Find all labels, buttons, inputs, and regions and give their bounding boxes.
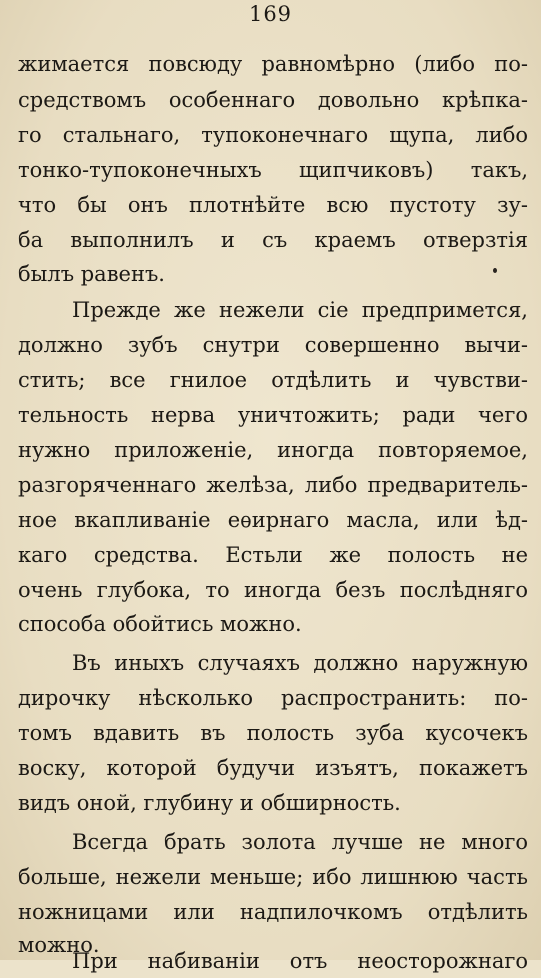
text-line: что бы онъ плотнѣйте всю пустоту зу-: [18, 193, 528, 217]
text-line: томъ вдавить въ полость зуба кусочекъ: [18, 721, 528, 745]
text-line: воску, которой будучи изъятъ, покажетъ: [18, 756, 528, 780]
text-line: Въ иныхъ случаяхъ должно наружную: [72, 651, 528, 675]
text-line: разгоряченнаго желѣза, либо предваритель-: [18, 473, 528, 497]
text-line: стить; все гнилое отдѣлить и чувстви-: [18, 368, 528, 392]
text-line: тельность нерва уничтожить; ради чего: [18, 403, 528, 427]
text-line: больше, нежели меньше; ибо лишнюю часть: [18, 865, 528, 889]
text-line: дирочку нѣсколько распространить: по-: [18, 686, 528, 710]
text-line: нужно приложеніе, иногда повторяемое,: [18, 438, 528, 462]
text-line: ное вкапливаніе еѳирнаго масла, или ѣд-: [18, 508, 528, 532]
text-line: можно.: [18, 933, 100, 957]
text-line: Прежде же нежели сіе предпримется,: [72, 298, 528, 322]
text-line: должно зубъ снутри совершенно вычи-: [18, 333, 528, 357]
text-line: го стальнаго, тупоконечнаго щупа, либо: [18, 123, 528, 147]
text-line: ба выполнилъ и съ краемъ отверзтія: [18, 228, 528, 252]
text-line: При набиваніи отъ неосторожнаго: [72, 949, 528, 973]
text-line: очень глубока, то иногда безъ послѣдняго: [18, 578, 528, 602]
ink-speck: [493, 268, 497, 273]
text-line: жимается повсюду равномѣрно (либо по-: [18, 52, 528, 76]
page-number: 169: [248, 2, 293, 26]
text-line: средствомъ особеннаго довольно крѣпка-: [18, 88, 528, 112]
text-line: ножницами или надпилочкомъ отдѣлить: [18, 900, 528, 924]
text-line: способа обойтись можно.: [18, 612, 302, 636]
text-line: каго средства. Естьли же полость не: [18, 543, 528, 567]
text-line: видъ оной, глубину и обширность.: [18, 791, 401, 815]
text-line: тонко-тупоконечныхъ щипчиковъ) такъ,: [18, 158, 528, 182]
text-line: Всегда брать золота лучше не много: [72, 830, 528, 854]
text-line: былъ равенъ.: [18, 262, 165, 286]
